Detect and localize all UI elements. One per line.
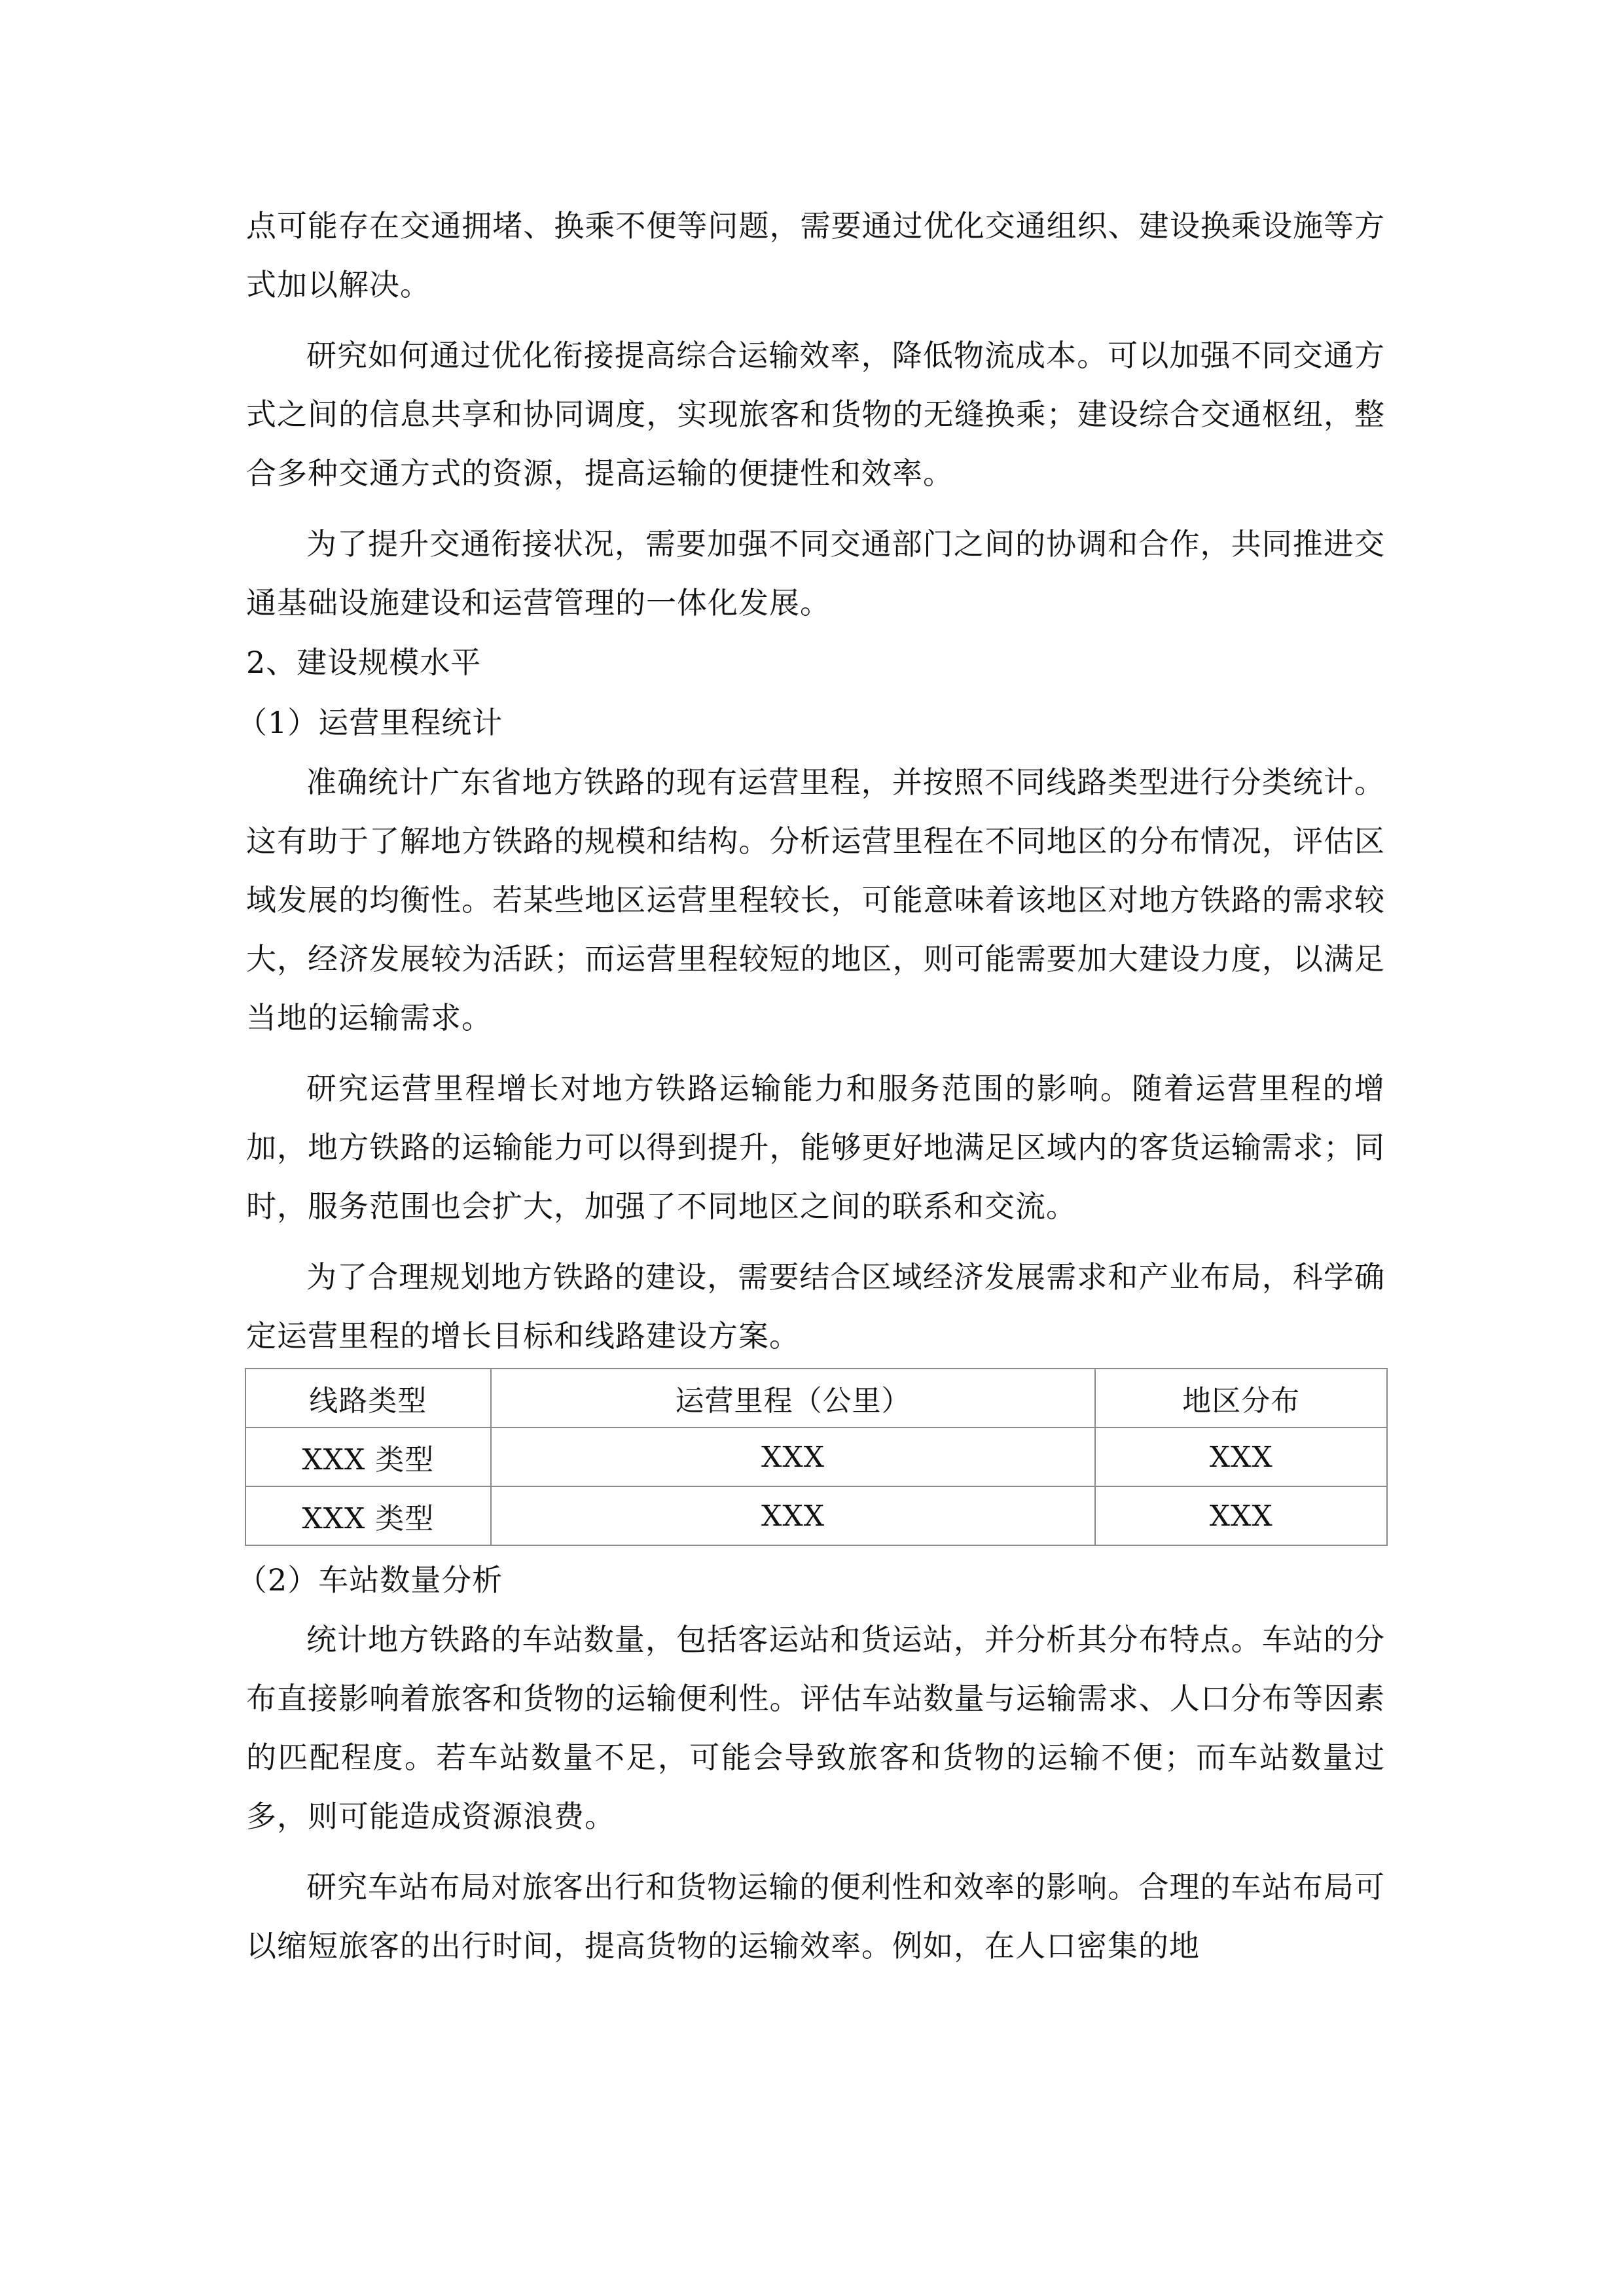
mileage-table-wrapper [246,1368,1385,1546]
column-header-region: 地区分布 [1095,1369,1387,1427]
table-cell: XXX [491,1486,1096,1545]
table-row [245,1486,1387,1545]
paragraph: 为了提升交通衔接状况，需要加强不同交通部门之间的协调和合作，共同推进交通基础设施建设和运营管理的一体化发展。 [246,526,1385,620]
paragraph: 准确统计广东省地方铁路的现有运营里程，并按照不同线路类型进行分类统计。这有助于了解地方铁路的规模和结构。分析运营里程在不同地区的分布情况，评估区域发展的均衡性。若某些地区运营里程较长，可能意味着该地区对地方铁路的需求较大，经济发展较为活跃；而运营里程较短的地区，则可能需要加大建设力度，以满足当地的运输需求。 [246,764,1385,1035]
paragraph: 研究如何通过优化衔接提高综合运输效率，降低物流成本。可以加强不同交通方式之间的信息共享和协同调度，实现旅客和货物的无缝换乘；建设综合交通枢纽，整合多种交通方式的资源，提高运输的便捷性和效率。 [246,338,1385,491]
section-heading: 2、建设规模水平 [246,645,482,680]
table-cell: XXX 类型 [245,1486,491,1545]
table-cell: XXX 类型 [245,1427,491,1486]
table-cell: XXX [1095,1427,1387,1486]
paragraph: 研究车站布局对旅客出行和货物运输的便利性和效率的影响。合理的车站布局可以缩短旅客的出行时间，提高货物的运输效率。例如，在人口密集的地 [246,1869,1385,1964]
subsection-heading-mileage: （1）运营里程统计 [237,705,503,740]
table-header-row [245,1369,1387,1427]
paragraph: 为了合理规划地方铁路的建设，需要结合区域经济发展需求和产业布局，科学确定运营里程的增长目标和线路建设方案。 [246,1259,1385,1354]
column-header-line-type: 线路类型 [245,1369,491,1427]
column-header-mileage: 运营里程（公里） [491,1369,1096,1427]
table-cell: XXX [1095,1486,1387,1545]
table-cell: XXX [491,1427,1096,1486]
paragraph-continued: 点可能存在交通拥堵、换乘不便等问题，需要通过优化交通组织、建设换乘设施等方式加以解决。 [246,208,1385,302]
subsection-heading-stations: （2）车站数量分析 [237,1562,503,1598]
mileage-table [245,1368,1388,1546]
paragraph: 研究运营里程增长对地方铁路运输能力和服务范围的影响。随着运营里程的增加，地方铁路的运输能力可以得到提升，能够更好地满足区域内的客货运输需求；同时，服务范围也会扩大，加强了不同地区之间的联系和交流。 [246,1071,1385,1224]
table-row [245,1427,1387,1486]
page-content [237,196,1385,1975]
paragraph: 统计地方铁路的车站数量，包括客运站和货运站，并分析其分布特点。车站的分布直接影响着旅客和货物的运输便利性。评估车站数量与运输需求、人口分布等因素的匹配程度。若车站数量不足，可能会导致旅客和货物的运输不便；而车站数量过多，则可能造成资源浪费。 [246,1622,1385,1834]
